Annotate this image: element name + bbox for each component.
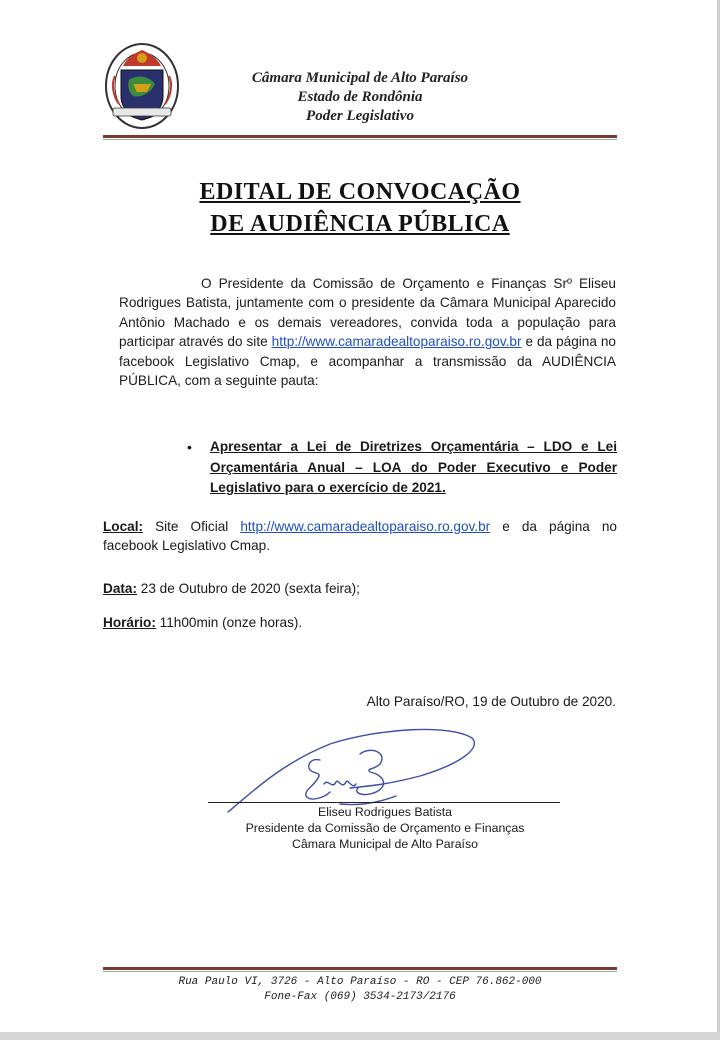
- place-date: Alto Paraíso/RO, 19 de Outubro de 2020.: [366, 694, 616, 709]
- signature-line: [208, 802, 560, 803]
- signer-block: [200, 804, 570, 852]
- agenda-item: Apresentar a Lei de Diretrizes Orçamentária – LDO e Lei Orçamentária Anual – LOA do Poder Executivo e Poder Legislativo para o exercício de 2021.: [210, 439, 617, 495]
- title-line-2: DE AUDIÊNCIA PÚBLICA: [210, 211, 510, 237]
- signer-org: Câmara Municipal de Alto Paraíso: [292, 837, 478, 851]
- date-label: Data:: [103, 581, 137, 596]
- title-line-1: EDITAL DE CONVOCAÇÃO: [199, 179, 521, 205]
- municipal-seal-icon: [103, 40, 181, 132]
- letterhead-state: Estado de Rondônia: [297, 89, 423, 105]
- footer-rule-thin: [103, 971, 617, 972]
- time-value: 11h00min (onze horas).: [155, 615, 303, 630]
- body-paragraph: [119, 274, 616, 390]
- footer-phone: Fone-Fax (069) 3534-2173/2176: [264, 991, 456, 1003]
- document-title: [150, 176, 570, 240]
- local-label: Local:: [103, 519, 144, 534]
- body-text-before-link: O Presidente da Comissão de Orçamento e Finanças Srº Eliseu Rodrigues Batista, juntamente com o presidente da Câmara Municipal Aparecido Antônio Machado e os demais vereadores, convida toda a população para participar através do site: [119, 276, 616, 350]
- signer-role: Presidente da Comissão de Orçamento e Finanças: [245, 821, 525, 835]
- footer-street: Rua Paulo VI, 3726 - Alto Paraíso - RO - CEP 76.862-000: [178, 976, 542, 988]
- site-link[interactable]: http://www.camaradealtoparaiso.ro.gov.br: [271, 334, 522, 350]
- body-text-after-link: e da página no facebook Legislativo Cmap, e acompanhar a transmissão da AUDIÊNCIA PÚBLICA, com a seguinte pauta:: [119, 334, 616, 389]
- local-text-before: Site Oficial: [143, 519, 241, 534]
- date-field: [103, 579, 617, 598]
- local-field: [103, 517, 617, 556]
- letterhead-institution: Câmara Municipal de Alto Paraíso: [251, 70, 469, 86]
- letterhead: [200, 69, 520, 126]
- bullet-icon: •: [187, 439, 192, 455]
- date-value: 23 de Outubro de 2020 (sexta feira);: [137, 581, 360, 596]
- agenda-list: [187, 437, 617, 499]
- header-rule: [103, 135, 617, 138]
- time-field: [103, 613, 617, 632]
- footer-rule: [103, 967, 617, 970]
- local-text-after: e da página no facebook Legislativo Cmap.: [103, 519, 617, 554]
- footer-address: [110, 975, 610, 1005]
- signer-name: Eliseu Rodrigues Batista: [318, 805, 452, 819]
- local-site-link[interactable]: http://www.camaradealtoparaiso.ro.gov.br: [240, 519, 491, 534]
- time-label: Horário:: [103, 615, 156, 630]
- page-edge-bottom: [0, 1032, 720, 1040]
- letterhead-branch: Poder Legislativo: [306, 108, 414, 124]
- header-rule-thin: [103, 139, 617, 140]
